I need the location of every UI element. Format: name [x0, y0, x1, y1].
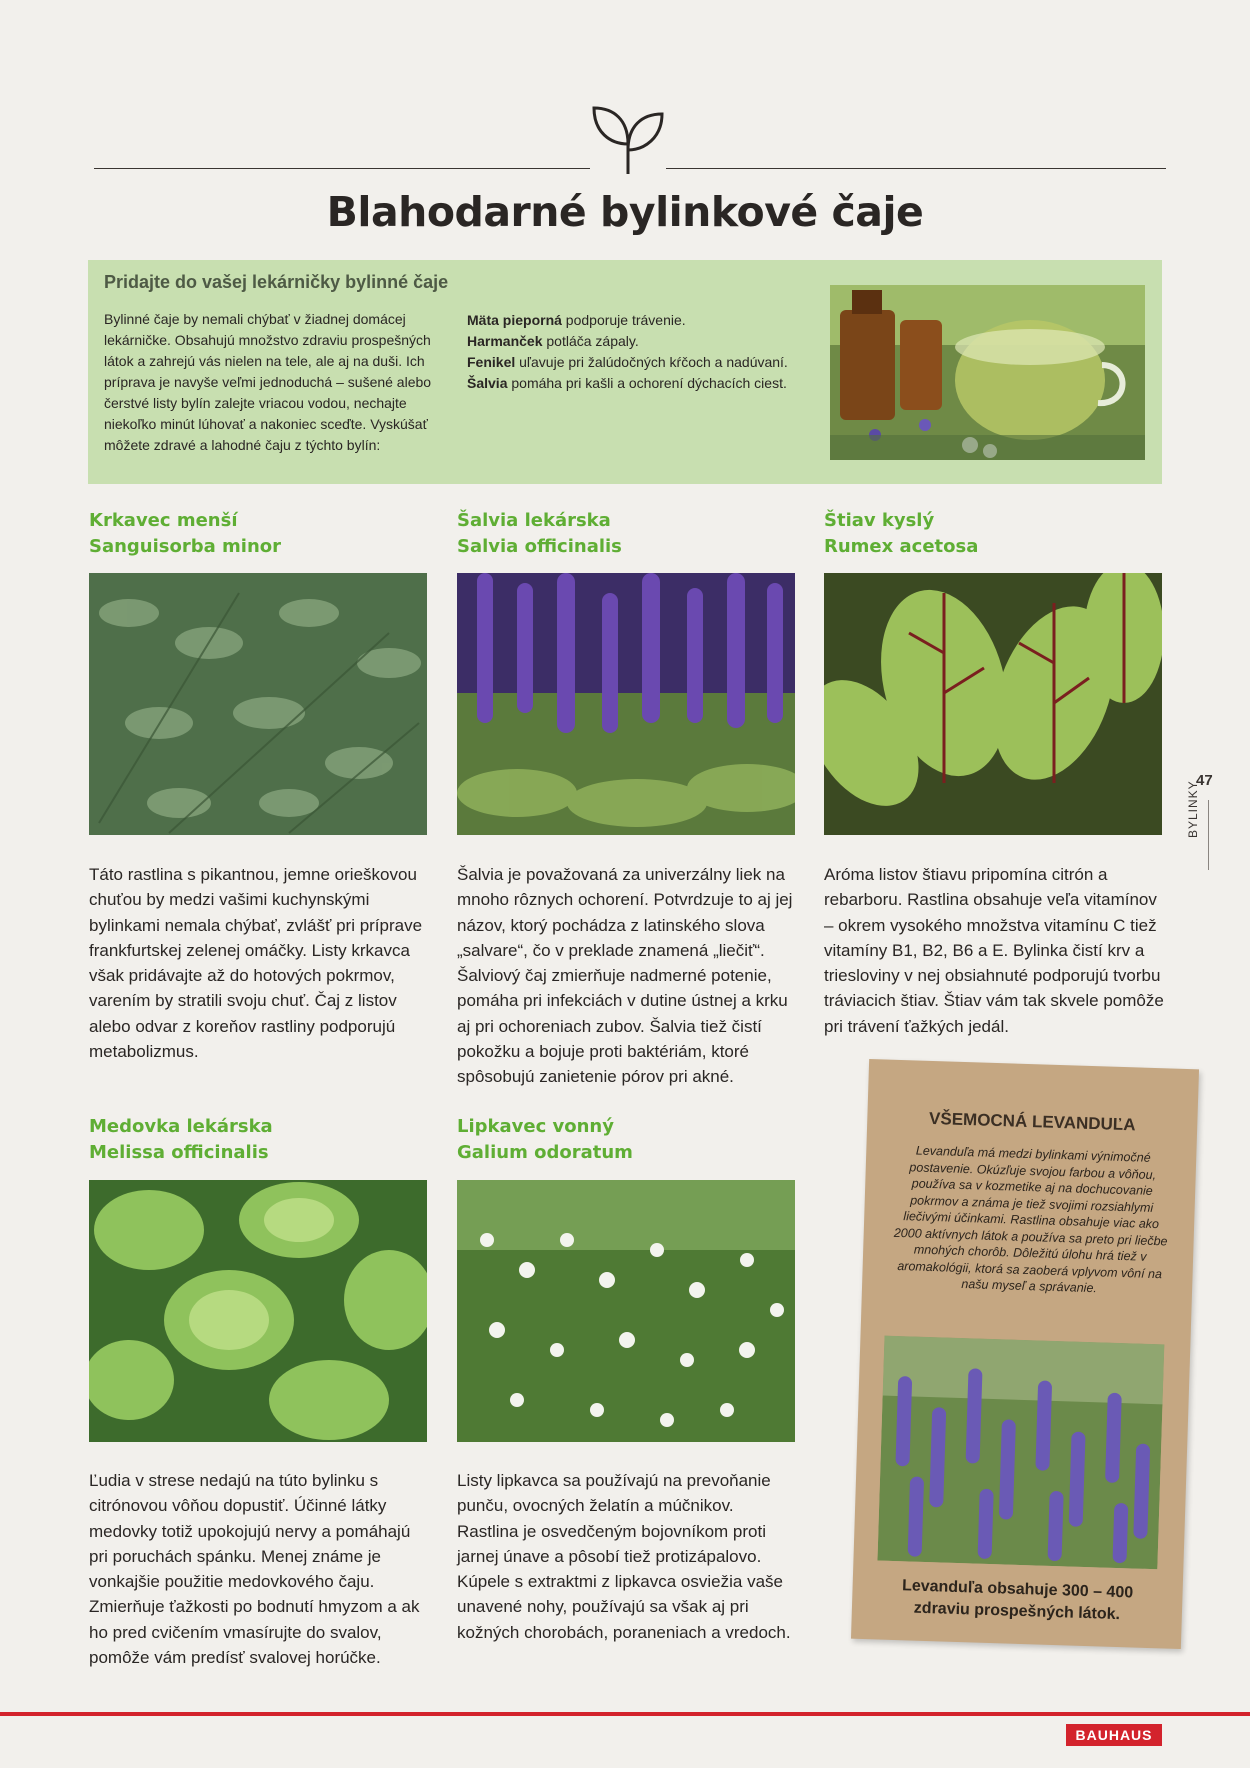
- sidebar-divider: [1208, 800, 1209, 870]
- leaf-sprout-icon: [588, 100, 668, 176]
- plant-name-krkavec: Krkavec menší Sanguisorba minor: [89, 510, 282, 557]
- bauhaus-logo: BAUHAUS: [1066, 1724, 1162, 1746]
- intro-text: Bylinné čaje by nemali chýbať v žiadnej domácej lekárničke. Obsahujú množstvo zdraviu prospešných látok a zahrejú vás nielen na tele, ale aj na duši. Ich príprava je navyše veľmi jednoduchá – sušené alebo čerstvé listy bylín zalejte vriacou vodou, nechajte niekoľko minút lúhovať a nakoniec sceďte. Vyskúšať môžete zdravé a lahodné čaju z týchto bylín:: [104, 311, 432, 453]
- plant-text-lipkavec: Listy lipkavca sa používajú na prevoňanie punču, ovocných želatín a múčnikov. Rastlina je osvedčeným bojovníkom proti jarnej únave a pôsobí tiež protizápalovo. Kúpele s extraktmi z lipkavca osviežia vaše unavené nohy, používajú sa však aj pri kožných chorobách, poraneniach a vredoch.: [457, 1471, 791, 1642]
- intro-heading: Pridajte do vašej lekárničky bylinné čaje: [104, 272, 449, 292]
- intro-list-item: Harmanček potláča zápaly.: [467, 333, 639, 349]
- lavender-photo: [877, 1336, 1164, 1570]
- tea-cup-photo: [830, 285, 1145, 460]
- intro-list: [467, 310, 837, 394]
- plant-name-salvia: Šalvia lekárska Salvia officinalis: [457, 510, 622, 557]
- footer-bar: [0, 1712, 1250, 1716]
- card-caption: Levanduľa obsahuje 300 – 400 zdraviu prospešných látok.: [901, 1577, 1134, 1624]
- header-rule-right: [666, 168, 1166, 169]
- page-number: 47: [1196, 772, 1213, 789]
- sorrel-photo: [824, 573, 1162, 835]
- plant-text-krkavec: Táto rastlina s pikantnou, jemne orieškovou chuťou by medzi vašimi kuchynskými bylinkami nemala chýbať, zvlášť pri príprave frankfurtskej zelenej omáčky. Listy krkavca však pridávajte až do hotových pokrmov, varením by stratili svoju chuť. Čaj z listov alebo odvar z koreňov rastliny podporujú metabolizmus.: [89, 865, 423, 1062]
- sage-photo: [457, 573, 795, 835]
- intro-list-item: Šalvia pomáha pri kašli a ochorení dýchacích ciest.: [467, 375, 787, 391]
- woodruff-photo: [457, 1180, 795, 1442]
- card-heading: VŠEMOCNÁ LEVANDUĽA: [928, 1108, 1136, 1135]
- page-title: Blahodarné bylinkové čaje: [326, 188, 924, 236]
- intro-list-item: Mäta pieporná podporuje trávenie.: [467, 312, 686, 328]
- header-rule-left: [94, 168, 590, 169]
- burnet-photo: [89, 573, 427, 835]
- plant-name-lipkavec: Lipkavec vonný Galium odoratum: [457, 1116, 633, 1163]
- plant-name-medovka: Medovka lekárska Melissa officinalis: [89, 1116, 273, 1163]
- plant-text-stiav: Aróma listov štiavu pripomína citrón a rebarboru. Rastlina obsahuje veľa vitamínov – okrem vysokého množstva vitamínu C tiež vitamíny B1, B2, B6 a E. Bylinka čistí krv a triesloviny v nej obsiahnuté podporujú tvorbu tráviacich štiav. Štiav vám tak skvele pomôže pri trávení ťažkých jedál.: [824, 865, 1164, 1036]
- section-label: BYLINKY: [1186, 780, 1200, 838]
- card-text: Levanduľa má medzi bylinkami výnimočné postavenie. Okúzľuje svojou farbou a vôňou, používa sa v kozmetike aj na dochucovanie pokrmov a známa je tiež svojimi rozsiahlymi liečivými účinkami. Rastlina obsahuje viac ako 2000 aktívnych látok a používa sa preto pri liečbe mnohých chorôb. Dôležitú úlohu hrá tiež v aromakológii, ktorá sa zaoberá vplyvom vôní na našu myseľ a správanie.: [893, 1143, 1168, 1296]
- lavender-card: [851, 1059, 1199, 1649]
- plant-text-salvia: Šalvia je považovaná za univerzálny liek na mnoho rôznych ochorení. Potvrdzuje to aj jej názov, ktorý pochádza z latinského slova „salvare“, čo v preklade znamená „liečiť“. Šalviový čaj zmierňuje nadmerné potenie, pomáha pri infekciách v dutine ústnej a krku aj pri ochoreniach zubov. Šalvia tiež čistí pokožku a bojuje proti baktériám, ktoré spôsobujú zanietenie pórov pri akné.: [457, 865, 793, 1087]
- intro-list-item: Fenikel uľavuje pri žalúdočných kŕčoch a nadúvaní.: [467, 354, 788, 370]
- plant-text-medovka: Ľudia v strese nedajú na túto bylinku s citrónovou vôňou dopustiť. Účinné látky medovky totiž upokojujú nervy a pomáhajú pri poruchách spánku. Menej známe je vonkajšie použitie medovkového čaju. Zmierňuje ťažkosti po bodnutí hmyzom a ak ho pred cvičením vmasírujte do svalov, pomôže vám predísť svalovej horúčke.: [89, 1471, 420, 1668]
- lemon-balm-photo: [89, 1180, 427, 1442]
- plant-name-stiav: Štiav kyslý Rumex acetosa: [824, 510, 979, 557]
